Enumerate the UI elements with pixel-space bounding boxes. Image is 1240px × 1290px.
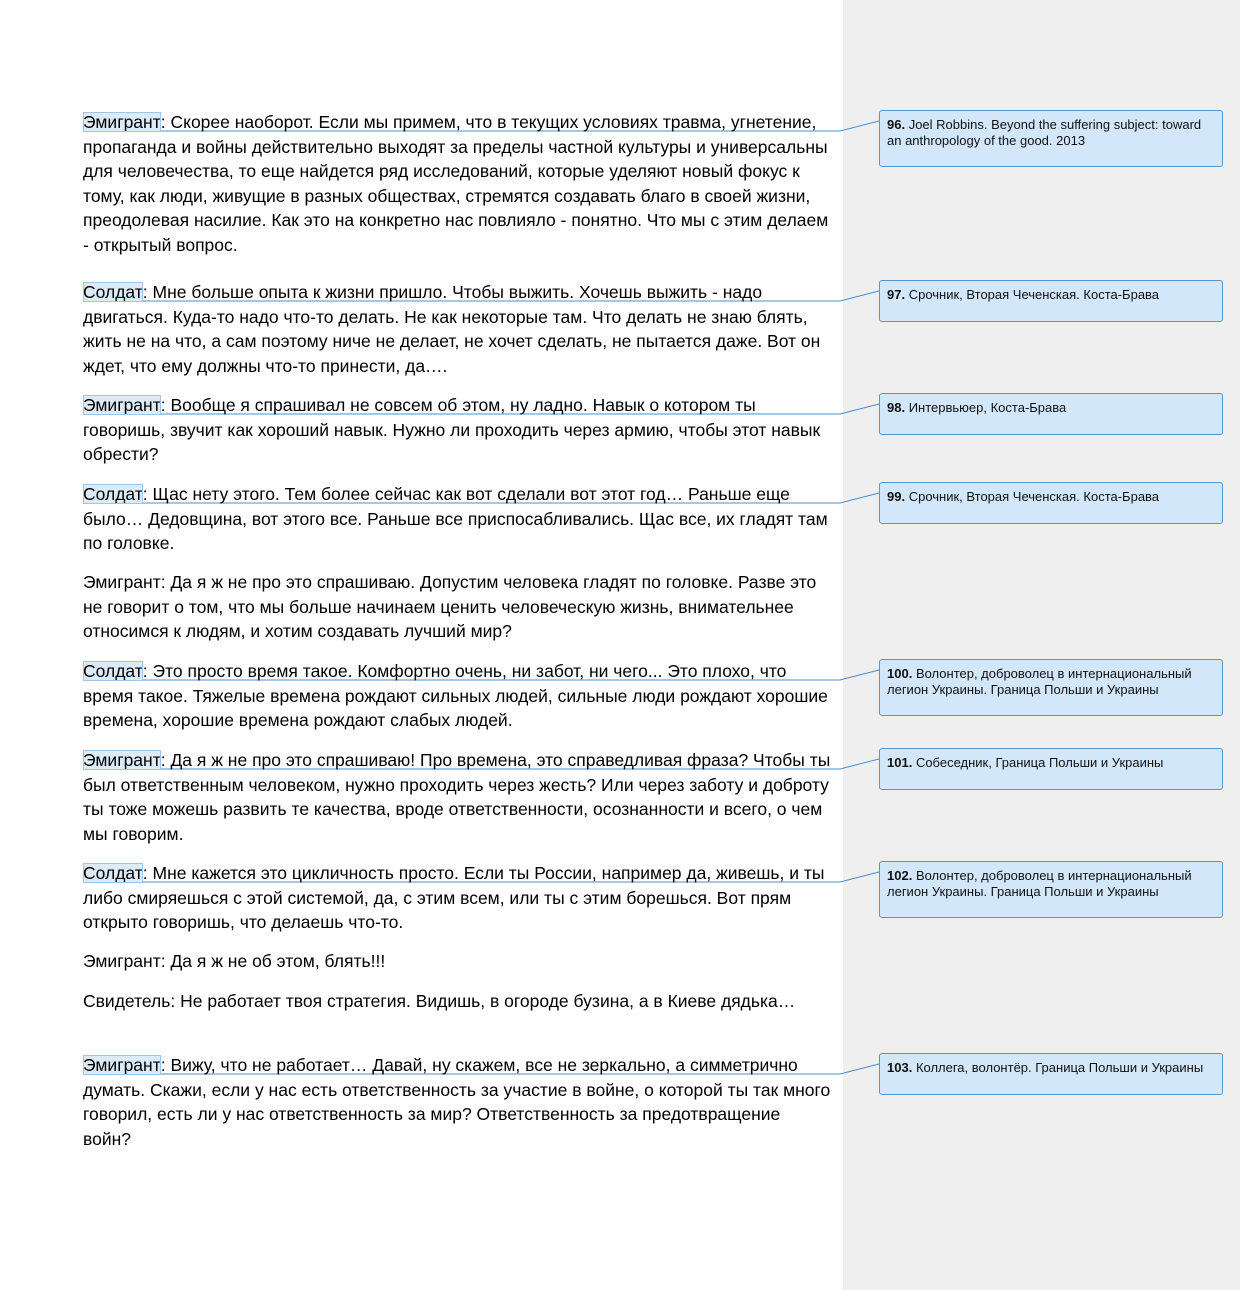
paragraph: Солдат: Это просто время такое. Комфортно очень, ни забот, ни чего... Это плохо, что время такое. Тяжелые времена рождают сильных людей, сильные люди рождают хорошие времена, хорошие времена рождают слабых людей. bbox=[83, 661, 828, 730]
paragraph-text: Вижу, что не работает… Давай, ну скажем, все не зеркально, а симметрично думать. Скажи, если у нас есть ответственность за участие в войне, о которой ты так много говорил, есть ли у нас ответственность за мир? Ответственность за предотвращение войн? bbox=[83, 1055, 831, 1149]
paragraph: Солдат: Щас нету этого. Тем более сейчас как вот сделали вот этот год… Раньше еще было… Дедовщина, вот этого все. Раньше все приспосабливались. Щас все, их гладят там по головке. bbox=[83, 484, 828, 553]
speaker-name[interactable]: Солдат bbox=[83, 282, 143, 302]
speaker-name: Эмигрант bbox=[83, 572, 161, 592]
speaker-name[interactable]: Солдат bbox=[83, 484, 143, 504]
paragraph-text: Не работает твоя стратегия. Видишь, в огороде бузина, а в Киеве дядька… bbox=[175, 991, 796, 1011]
comment-text: Волонтер, доброволец в интернациональный легион Украины. Граница Польши и Украины bbox=[887, 868, 1192, 899]
paragraph: Солдат: Мне больше опыта к жизни пришло. Чтобы выжить. Хочешь выжить - надо двигаться. Куда-то надо что-то делать. Не как некоторые там. Что делать не знаю блять, жить не на что, а сам поэтому ниче не делает, не хочет сделать, не пытается даже. Вот он ждет, что ему должны что-то принести, да…. bbox=[83, 282, 821, 376]
comment-text: Коллега, волонтёр. Граница Польши и Украины bbox=[915, 1060, 1204, 1075]
paragraph: Эмигрант: Да я ж не про это спрашиваю. Допустим человека гладят по головке. Разве это не говорит о том, что мы больше начинаем ценить человеческую жизнь, внимательнее относимся к людям, и хотим создавать лучший мир? bbox=[83, 572, 817, 641]
comment-number: 99. bbox=[887, 489, 906, 504]
paragraph: Свидетель: Не работает твоя стратегия. Видишь, в огороде бузина, а в Киеве дядька… bbox=[83, 991, 796, 1011]
paragraph-text: Это просто время такое. Комфортно очень, ни забот, ни чего... Это плохо, что время такое. Тяжелые времена рождают сильных людей, сильные люди рождают хорошие времена, хорошие времена рождают слабых людей. bbox=[83, 661, 828, 730]
speaker-name[interactable]: Солдат bbox=[83, 863, 143, 883]
speaker-name[interactable]: Солдат bbox=[83, 661, 143, 681]
paragraph: Солдат: Мне кажется это цикличность просто. Если ты России, например да, живешь, и ты либо смиряешься с этой системой, да, с этим всем, или ты с этим борешься. Вот прям открыто говоришь, что делаешь что-то. bbox=[83, 863, 825, 932]
comment-96[interactable] bbox=[879, 110, 1223, 167]
comment-number: 97. bbox=[887, 287, 906, 302]
comment-number: 96. bbox=[887, 117, 906, 132]
comment-99[interactable] bbox=[879, 482, 1223, 524]
speaker-name[interactable]: Эмигрант bbox=[83, 1055, 161, 1075]
comment-text: Срочник, Вторая Чеченская. Коста-Брава bbox=[908, 489, 1160, 504]
comment-number: 102. bbox=[887, 868, 913, 883]
comment-number: 101. bbox=[887, 755, 913, 770]
comment-text: Интервьюер, Коста-Брава bbox=[908, 400, 1067, 415]
speaker-name[interactable]: Эмигрант bbox=[83, 750, 161, 770]
paragraph: Эмигрант: Вообще я спрашивал не совсем об этом, ну ладно. Навык о котором ты говоришь, звучит как хороший навык. Нужно ли проходить через армию, чтобы этот навык обрести? bbox=[83, 395, 821, 464]
speaker-name[interactable]: Эмигрант bbox=[83, 395, 161, 415]
comment-number: 103. bbox=[887, 1060, 913, 1075]
comment-100[interactable] bbox=[879, 659, 1223, 716]
comment-103[interactable] bbox=[879, 1053, 1223, 1095]
paragraph-text: Да я ж не об этом, блять!!! bbox=[165, 951, 386, 971]
comment-text: Срочник, Вторая Чеченская. Коста-Брава bbox=[908, 287, 1160, 302]
paragraph-text: Щас нету этого. Тем более сейчас как вот сделали вот этот год… Раньше еще было… Дедовщина, вот этого все. Раньше все приспосабливались. Щас все, их гладят там по головке. bbox=[83, 484, 828, 553]
paragraph-text: Да я ж не про это спрашиваю. Допустим человека гладят по головке. Разве это не говорит о том, что мы больше начинаем ценить человеческую жизнь, внимательнее относимся к людям, и хотим создавать лучший мир? bbox=[83, 572, 817, 641]
comment-102[interactable] bbox=[879, 861, 1223, 918]
comment-number: 100. bbox=[887, 666, 913, 681]
comment-number: 98. bbox=[887, 400, 906, 415]
paragraph: Эмигрант: Скорее наоборот. Если мы примем, что в текущих условиях травма, угнетение, пропаганда и войны действительно выходят за пределы частной культуры и универсальны для человечества, то еще найдется ряд исследований, которые уделяют новый фокус к тому, как люди, живущие в разных обществах, стремятся создавать благо в своей жизни, преодолевая насилие. Как это на конкретно нас повлияло - понятно. Что мы с этим делаем - открытый вопрос. bbox=[83, 112, 829, 255]
speaker-name[interactable]: Эмигрант bbox=[83, 112, 161, 132]
paragraph: Эмигрант: Да я ж не про это спрашиваю! Про времена, это справедливая фраза? Чтобы ты был ответственным человеком, нужно проходить через жесть? Или через заботу и доброту ты тоже можешь развить те качества, вроде ответственности, осознанности и всего, о чем мы говорим. bbox=[83, 750, 831, 844]
speaker-name: Эмигрант bbox=[83, 951, 161, 971]
paragraph: Эмигрант: Да я ж не об этом, блять!!! bbox=[83, 951, 386, 971]
comment-text: Joel Robbins. Beyond the suffering subject: toward an anthropology of the good. 2013 bbox=[887, 117, 1202, 148]
comment-97[interactable] bbox=[879, 280, 1223, 322]
paragraph-text: Скорее наоборот. Если мы примем, что в текущих условиях травма, угнетение, пропаганда и войны действительно выходят за пределы частной культуры и универсальны для человечества, то еще найдется ряд исследований, которые уделяют новый фокус к тому, как люди, живущие в разных обществах, стремятся создавать благо в своей жизни, преодолевая насилие. Как это на конкретно нас повлияло - понятно. Что мы с этим делаем - открытый вопрос. bbox=[83, 112, 829, 255]
paragraph: Эмигрант: Вижу, что не работает… Давай, ну скажем, все не зеркально, а симметрично думать. Скажи, если у нас есть ответственность за участие в войне, о которой ты так много говорил, есть ли у нас ответственность за мир? Ответственность за предотвращение войн? bbox=[83, 1055, 831, 1149]
comment-text: Волонтер, доброволец в интернациональный легион Украины. Граница Польши и Украины bbox=[887, 666, 1192, 697]
comment-101[interactable] bbox=[879, 748, 1223, 790]
speaker-name: Свидетель bbox=[83, 991, 171, 1011]
paragraph-text: Мне кажется это цикличность просто. Если ты России, например да, живешь, и ты либо смиряешься с этой системой, да, с этим всем, или ты с этим борешься. Вот прям открыто говоришь, что делаешь что-то. bbox=[83, 863, 825, 932]
comment-98[interactable] bbox=[879, 393, 1223, 435]
comment-margin bbox=[843, 0, 1240, 1290]
paragraph-text: Мне больше опыта к жизни пришло. Чтобы выжить. Хочешь выжить - надо двигаться. Куда-то надо что-то делать. Не как некоторые там. Что делать не знаю блять, жить не на что, а сам поэтому ниче не делает, не хочет сделать, не пытается даже. Вот он ждет, что ему должны что-то принести, да…. bbox=[83, 282, 821, 376]
paragraph-text: Вообще я спрашивал не совсем об этом, ну ладно. Навык о котором ты говоришь, звучит как хороший навык. Нужно ли проходить через армию, чтобы этот навык обрести? bbox=[83, 395, 821, 464]
comment-text: Собеседник, Граница Польши и Украины bbox=[915, 755, 1164, 770]
paragraph-text: Да я ж не про это спрашиваю! Про времена, это справедливая фраза? Чтобы ты был ответственным человеком, нужно проходить через жесть? Или через заботу и доброту ты тоже можешь развить те качества, вроде ответственности, осознанности и всего, о чем мы говорим. bbox=[83, 750, 831, 844]
